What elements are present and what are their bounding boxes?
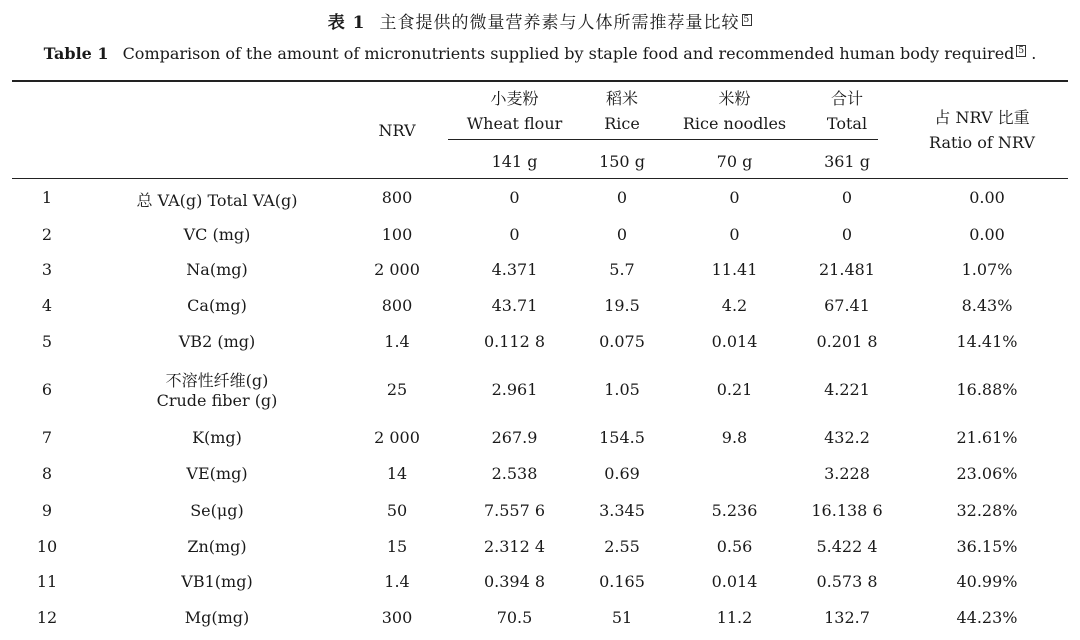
header-total-cn: 合计 — [830, 89, 863, 108]
nutrient-name: K(mg) — [192, 428, 242, 447]
header-ratio-cn: 占 NRV 比重 — [934, 108, 1030, 127]
rice-value: 1.05 — [604, 380, 640, 399]
wheat-value: 0.112 8 — [483, 332, 546, 351]
header-ratio — [902, 105, 1062, 155]
header-wheat-qty: 141 g — [491, 152, 538, 171]
nrv-value: 1.4 — [384, 332, 410, 351]
noodles-value: 5.236 — [711, 501, 758, 520]
header-rule — [12, 178, 1068, 179]
noodles-value: 4.2 — [721, 296, 748, 315]
header-rice-qty: 150 g — [599, 152, 645, 171]
wheat-value: 2.961 — [491, 380, 538, 399]
row-index: 2 — [41, 225, 53, 244]
nutrient-name — [87, 368, 347, 410]
noodles-value: 0.014 — [711, 572, 758, 591]
ratio-value: 0.00 — [969, 225, 1005, 244]
header-total-en: Total — [826, 114, 868, 133]
table-label-cn: 表 1 — [327, 13, 366, 33]
rice-value: 51 — [611, 608, 633, 627]
reference-mark-cn: 5 — [743, 15, 751, 25]
nrv-value: 14 — [386, 464, 408, 483]
noodles-value: 0.014 — [711, 332, 758, 351]
nrv-value: 2 000 — [374, 428, 420, 447]
noodles-value: 0 — [729, 188, 740, 207]
nrv-value: 300 — [381, 608, 413, 627]
wheat-value: 7.557 6 — [483, 501, 546, 520]
ratio-value: 21.61% — [956, 428, 1018, 447]
total-value: 432.2 — [824, 428, 870, 447]
header-noodles — [672, 86, 797, 136]
header-noodles-en: Rice noodles — [682, 114, 787, 133]
header-wheat — [457, 86, 572, 136]
rice-value: 19.5 — [604, 296, 640, 315]
wheat-value: 2.538 — [491, 464, 538, 483]
wheat-value: 4.371 — [491, 260, 538, 279]
nutrient-name: VC (mg) — [183, 225, 251, 244]
ratio-value: 14.41% — [956, 332, 1018, 351]
header-rice-cn: 稻米 — [605, 89, 638, 108]
row-index: 1 — [41, 188, 53, 207]
total-value: 16.138 6 — [811, 501, 883, 520]
noodles-value: 11.41 — [711, 260, 758, 279]
reference-mark-en: 5 — [1018, 46, 1025, 56]
nutrient-name: Ca(mg) — [187, 296, 247, 315]
row-index: 8 — [41, 464, 53, 483]
row-index: 6 — [41, 380, 53, 399]
table-caption-en: Table 1 Comparison of the amount of micronutrients supplied by staple food and recommended human body required $^5$ . — [43, 44, 1037, 63]
rice-value: 5.7 — [609, 260, 635, 279]
ratio-value: 44.23% — [956, 608, 1018, 627]
noodles-value: 9.8 — [721, 428, 748, 447]
total-value: 0.573 8 — [816, 572, 878, 591]
wheat-value: 0 — [509, 225, 520, 244]
top-rule — [12, 80, 1068, 82]
row-index: 11 — [36, 572, 58, 591]
ratio-value: 32.28% — [956, 501, 1018, 520]
row-index: 3 — [41, 260, 53, 279]
ratio-value: 1.07% — [961, 260, 1013, 279]
nutrient-name-en: Crude fiber (g) — [156, 391, 278, 410]
ratio-value: 40.99% — [956, 572, 1018, 591]
nrv-value: 15 — [386, 537, 408, 556]
rice-value: 154.5 — [599, 428, 645, 447]
nutrient-name: Mg(mg) — [184, 608, 250, 627]
rice-value: 2.55 — [604, 537, 640, 556]
ratio-value: 0.00 — [969, 188, 1005, 207]
wheat-value: 2.312 4 — [483, 537, 546, 556]
wheat-value: 0 — [509, 188, 520, 207]
nutrient-name: VB1(mg) — [181, 572, 253, 591]
nrv-value: 50 — [386, 501, 408, 520]
rice-value: 0.165 — [599, 572, 645, 591]
nutrient-name: Zn(mg) — [187, 537, 247, 556]
header-noodles-qty: 70 g — [716, 152, 753, 171]
ratio-value: 23.06% — [956, 464, 1018, 483]
ratio-value: 16.88% — [956, 380, 1018, 399]
row-index: 4 — [41, 296, 53, 315]
total-value: 4.221 — [824, 380, 870, 399]
nutrient-name: VB2 (mg) — [178, 332, 256, 351]
nrv-value: 25 — [386, 380, 408, 399]
header-total-qty: 361 g — [824, 152, 870, 171]
total-value: 5.422 4 — [816, 537, 878, 556]
table-title-cn: 主食提供的微量营养素与人体所需推荐量比较 — [379, 13, 740, 33]
noodles-value: 0 — [729, 225, 740, 244]
nutrient-name: Na(mg) — [186, 260, 248, 279]
header-ratio-en: Ratio of NRV — [929, 133, 1035, 152]
nrv-value: 800 — [381, 188, 413, 207]
row-index: 9 — [41, 501, 53, 520]
wheat-value: 267.9 — [491, 428, 538, 447]
header-wheat-en: Wheat flour — [466, 114, 563, 133]
wheat-value: 0.394 8 — [483, 572, 546, 591]
rice-value: 0 — [616, 188, 628, 207]
nutrient-name: 总 VA(g) Total VA(g) — [136, 191, 298, 210]
total-value: 0 — [841, 188, 853, 207]
rice-value: 0.69 — [604, 464, 640, 483]
header-rice-en: Rice — [604, 114, 640, 133]
rice-value: 0 — [616, 225, 628, 244]
table-caption-cn — [0, 8, 1080, 33]
table-title-en: Comparison of the amount of micronutrients supplied by staple food and recommended human body required — [122, 44, 1015, 63]
row-index: 10 — [36, 537, 58, 556]
nutrient-name-cn: 不溶性纤维(g) — [165, 371, 269, 390]
header-noodles-cn: 米粉 — [718, 89, 751, 108]
total-value: 3.228 — [824, 464, 870, 483]
total-value: 0 — [841, 225, 853, 244]
header-sub-rule — [448, 139, 878, 140]
nutrient-name: VE(mg) — [186, 464, 248, 483]
total-value: 0.201 8 — [816, 332, 878, 351]
total-value: 67.41 — [824, 296, 870, 315]
row-index: 5 — [41, 332, 53, 351]
nrv-value: 2 000 — [374, 260, 420, 279]
row-index: 7 — [41, 428, 53, 447]
header-total — [797, 86, 897, 136]
row-index: 12 — [36, 608, 58, 627]
header-nrv — [347, 118, 447, 143]
header-wheat-cn: 小麦粉 — [490, 89, 539, 108]
noodles-value: 0.56 — [716, 537, 753, 556]
table-label-en: Table 1 — [43, 44, 109, 63]
header-rice — [572, 86, 672, 136]
ratio-value: 8.43% — [961, 296, 1013, 315]
wheat-value: 43.71 — [491, 296, 538, 315]
nutrient-name: Se(μg) — [190, 501, 244, 520]
rice-value: 0.075 — [599, 332, 645, 351]
total-value: 132.7 — [824, 608, 870, 627]
rice-value: 3.345 — [599, 501, 645, 520]
noodles-value: 11.2 — [716, 608, 753, 627]
header-nrv-label: NRV — [378, 121, 416, 140]
nrv-value: 800 — [381, 296, 413, 315]
nrv-value: 100 — [381, 225, 413, 244]
total-value: 21.481 — [819, 260, 875, 279]
noodles-value: 0.21 — [716, 380, 753, 399]
nrv-value: 1.4 — [384, 572, 410, 591]
wheat-value: 70.5 — [496, 608, 533, 627]
ratio-value: 36.15% — [956, 537, 1018, 556]
